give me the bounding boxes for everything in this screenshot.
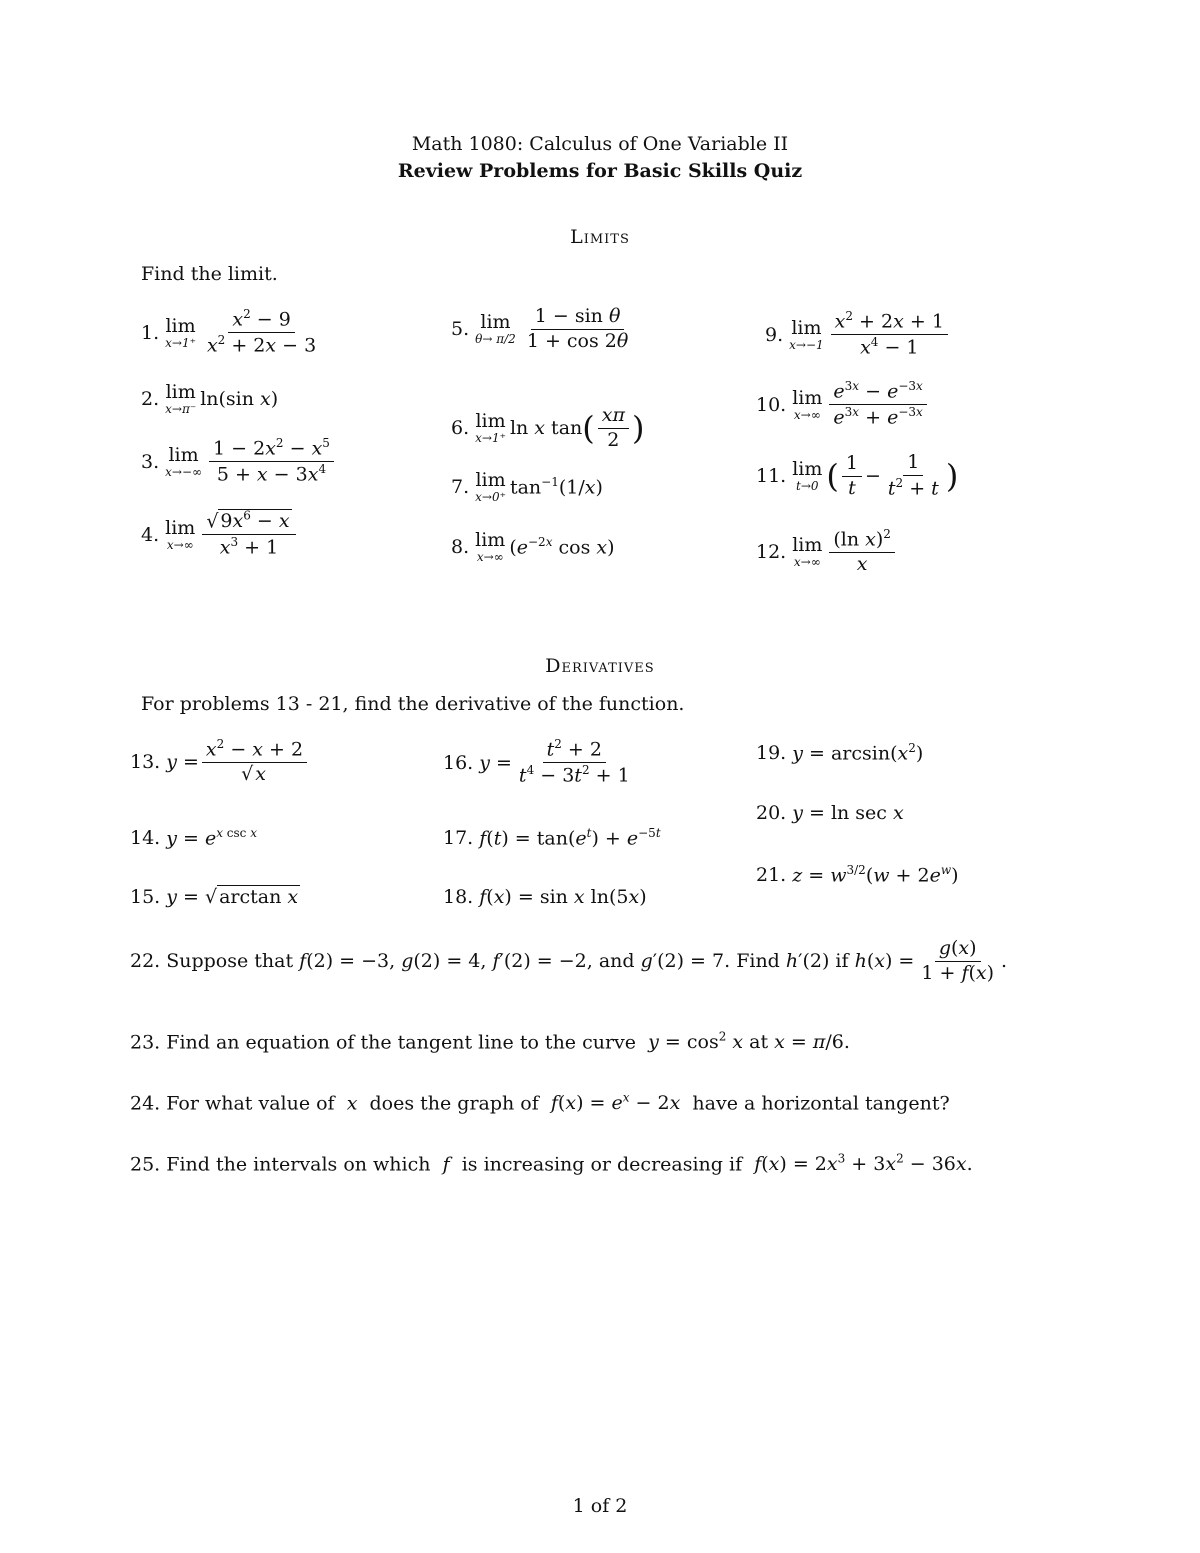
problem-14: 14. $y = e^{x csc x}$ xyxy=(130,826,257,850)
problem-5 xyxy=(451,306,635,353)
problem-text: Suppose that xyxy=(166,950,294,973)
derivatives-heading: Derivatives xyxy=(545,655,655,677)
limit-operator: lim x→π⁻ xyxy=(165,381,197,416)
problem-22: 22. Suppose that f(2) = −3, g(2) = 4, f′(2) = −2, and g′(2) = 7. Find h′(2) if h(x) = $\frac{g(x)}{1 + f(x)}$ . xyxy=(130,937,1008,984)
fraction: $\frac{x^2 - x + 2}{√ x}$ xyxy=(202,738,307,786)
fraction: $\frac{g(x)}{1 + f(x)}$ xyxy=(921,937,995,984)
limits-instruction: Find the limit. xyxy=(141,263,278,285)
problem-10 xyxy=(756,380,930,429)
problem-number: 5. xyxy=(451,318,470,341)
problem-text: does the graph of xyxy=(369,1092,539,1115)
fraction: $\frac{t^2 + 2}{t^4 - 3t^2 + 1}$ xyxy=(518,737,630,787)
fraction: $\frac{x^2 + 2x + 1}{x^4 - 1}$ xyxy=(831,310,948,359)
limit-operator: lim x→∞ xyxy=(165,516,196,552)
problem-6: 6. lim x→1⁺ ln x tan ( $\frac{x\pi}{2}$ ) xyxy=(451,404,645,451)
problem-8: 8. lim x→∞ ($e^{-2x}$ cos x) xyxy=(451,529,615,564)
limit-operator: lim t→0 xyxy=(792,457,823,493)
problem-number: 15. xyxy=(130,886,161,908)
problem-number: 16. xyxy=(443,751,474,774)
problem-19: 19. $y = \arcsin(x^2)$ xyxy=(756,741,924,765)
fraction: $\frac{√ 9x^6 - x}{x^3 + 1}$ xyxy=(202,510,295,559)
fraction: $\frac{e^{3x} - e^{-3x}}{e^{3x} + e^{-3x}}$ xyxy=(829,380,926,429)
problem-4 xyxy=(141,510,299,559)
problem-text: Find xyxy=(736,950,780,973)
problem-text: is increasing or decreasing if xyxy=(461,1153,743,1176)
limit-operator: lim x→∞ xyxy=(475,529,506,564)
limit-operator: lim θ→ π/2 xyxy=(475,311,516,347)
problem-17: 17. $f(t) = \tan(e^t) + e^{-5t}$ xyxy=(443,826,661,850)
limit-operator: lim x→−1 xyxy=(789,316,824,352)
problem-number: 11. xyxy=(756,465,787,487)
problem-11: 11. lim t→0 ( $\frac{1}{t}$ − $\frac{1}{t^2 + t}$ ) xyxy=(756,451,959,500)
problem-number: 14. xyxy=(130,826,161,849)
problem-23: 23. Find an equation of the tangent line to the curve $y = \cos^2 x$ at x = π/6. xyxy=(130,1030,850,1054)
problem-number: 17. xyxy=(443,826,474,849)
derivatives-instruction: For problems 13 - 21, find the derivative of the function. xyxy=(141,693,685,715)
fraction: $\frac{1 - 2x^2 - x^5}{5 + x - 3x^4}$ xyxy=(209,437,334,486)
problem-number: 18. xyxy=(443,886,474,908)
problem-text: 25. Find the intervals on which xyxy=(130,1153,431,1176)
fraction: $\frac{x\pi}{2}$ xyxy=(598,405,629,452)
problem-number: 22. xyxy=(130,950,161,973)
fraction: $\frac{x^2 - 9}{x^2 + 2x - 3}$ xyxy=(206,307,317,357)
problem-text: 23. Find an equation of the tangent line to the curve xyxy=(130,1031,637,1054)
problem-number: 19. xyxy=(756,741,787,764)
problem-15: 15. y = √ arctan x xyxy=(130,886,299,908)
problem-number: 6. xyxy=(451,417,470,440)
problem-number: 3. xyxy=(141,450,160,473)
course-title: Math 1080: Calculus of One Variable II xyxy=(411,133,789,155)
fraction: $\frac{1}{t}$ xyxy=(842,453,862,500)
problem-21: 21. $z = w^{3/2}(w + 2e^w)$ xyxy=(756,863,959,887)
problem-text: have a horizontal tangent? xyxy=(692,1092,950,1115)
limit-operator: lim x→∞ xyxy=(792,533,823,569)
problem-number: 4. xyxy=(141,523,160,546)
problem-number: 20. xyxy=(756,802,787,824)
problem-3 xyxy=(141,437,337,486)
problem-20: 20. y = ln sec x xyxy=(756,802,904,824)
fraction: $\frac{1}{t^2 + t}$ xyxy=(887,451,939,500)
problem-number: 7. xyxy=(451,476,470,499)
problem-16: 16. y = $\frac{t^2 + 2}{t^4 - 3t^2 + 1}$ xyxy=(443,738,637,787)
fraction: $\frac{(\ln x)^2}{x}$ xyxy=(829,528,895,576)
problem-number: 21. xyxy=(756,863,787,886)
limit-operator: lim x→∞ xyxy=(792,386,823,422)
problem-number: 13. xyxy=(130,751,161,773)
problem-12 xyxy=(756,528,898,576)
problem-number: 9. xyxy=(765,323,784,346)
problem-24: 24. For what value of x does the graph of $f(x) = e^x - 2x$ have a horizontal tangent? xyxy=(130,1091,950,1115)
problem-number: 12. xyxy=(756,541,787,563)
problem-25: 25. Find the intervals on which f is increasing or decreasing if $f(x) = 2x^3 + 3x^2 - 36x$. xyxy=(130,1152,973,1176)
problem-number: 2. xyxy=(141,388,160,411)
problem-1 xyxy=(141,308,323,357)
limit-operator: lim x→0⁺ xyxy=(475,469,506,504)
problem-18: 18. f(x) = sin x ln(5x) xyxy=(443,886,647,908)
problem-number: 1. xyxy=(141,321,160,344)
problem-number: 8. xyxy=(451,536,470,559)
limit-operator: lim x→1⁺ xyxy=(475,410,506,446)
problem-text: 24. For what value of xyxy=(130,1092,335,1115)
limit-operator: lim x→−∞ xyxy=(165,443,203,479)
problem-2: 2. lim x→π⁻ ln(sin x) xyxy=(141,381,279,416)
problem-7: 7. lim x→0⁺ $\tan^{-1}(1/x)$ xyxy=(451,469,603,504)
problem-9 xyxy=(765,310,951,359)
fraction: $\frac{\text{1 − sin θ}}{1 + \cos 2\theta}$ xyxy=(526,305,629,352)
problem-number: 10. xyxy=(756,393,787,416)
limits-heading: Limits xyxy=(570,226,630,248)
limit-operator: lim x→1⁺ xyxy=(165,314,196,350)
document-subtitle: Review Problems for Basic Skills Quiz xyxy=(397,160,803,182)
page-number: 1 of 2 xyxy=(572,1495,628,1517)
problem-13: 13. y = $\frac{x^2 - x + 2}{√ x}$ xyxy=(130,738,310,786)
